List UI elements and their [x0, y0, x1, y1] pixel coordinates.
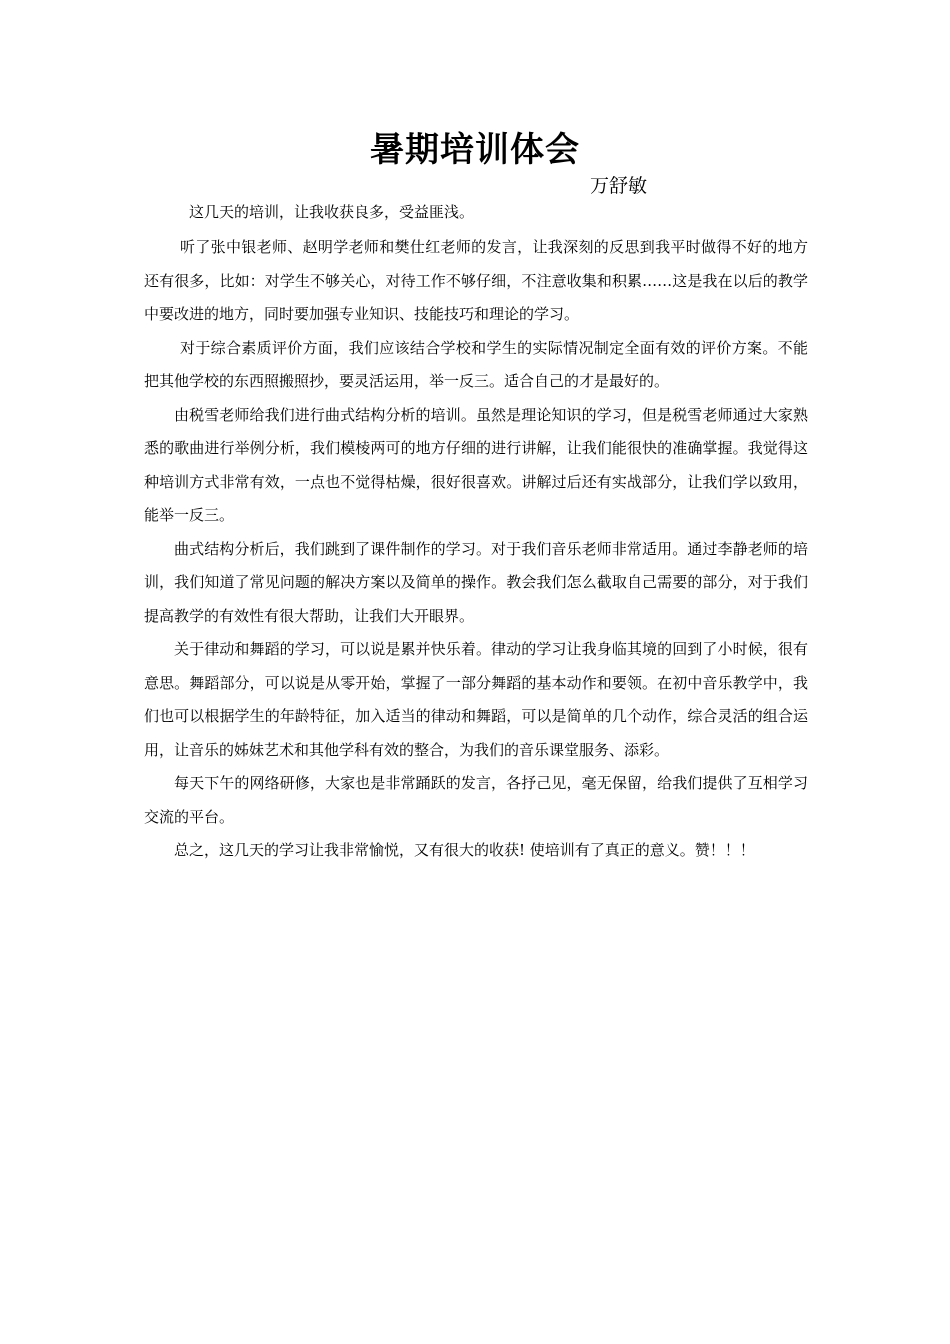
paragraph-1: 这几天的培训，让我收获良多，受益匪浅。 — [189, 203, 475, 221]
document-body — [144, 197, 808, 868]
document-title: 暑期培训体会 — [370, 130, 580, 170]
paragraph-8: 总之，这几天的学习让我非常愉悦，又有很大的收获! 使培训有了真正的意义。赞！！！ — [174, 841, 755, 859]
paragraph-2: 听了张中银老师、赵明学老师和樊仕红老师的发言，让我深刻的反思到我平时做得不好的地方还有很多，比如：对学生不够关心，对待工作不够仔细，不注意收集和积累……这是我在以后的教学中要改进的地方，同时要加强专业知识、技能技巧和理论的学习。 — [144, 238, 808, 323]
paragraph-4: 由税雪老师给我们进行曲式结构分析的培训。虽然是理论知识的学习，但是税雪老师通过大家熟悉的歌曲进行举例分析，我们模棱两可的地方仔细的进行讲解，让我们能很快的准确掌握。我觉得这种培训方式非常有效，一点也不觉得枯燥，很好很喜欢。讲解过后还有实战部分，让我们学以致用，能举一反三。 — [144, 405, 808, 524]
paragraph-3: 对于综合素质评价方面，我们应该结合学校和学生的实际情况制定全面有效的评价方案。不能把其他学校的东西照搬照抄，要灵活运用，举一反三。适合自己的才是最好的。 — [144, 338, 808, 390]
paragraph-6: 关于律动和舞蹈的学习，可以说是累并快乐着。律动的学习让我身临其境的回到了小时候，很有意思。舞蹈部分，可以说是从零开始，掌握了一部分舞蹈的基本动作和要领。在初中音乐教学中，我们也可以根据学生的年龄特征，加入适当的律动和舞蹈，可以是简单的几个动作，综合灵活的组合运用，让音乐的姊妹艺术和其他学科有效的整合，为我们的音乐课堂服务、添彩。 — [144, 640, 808, 759]
paragraph-7: 每天下午的网络研修，大家也是非常踊跃的发言，各抒己见，毫无保留，给我们提供了互相学习交流的平台。 — [144, 774, 808, 826]
paragraph-5: 曲式结构分析后，我们跳到了课件制作的学习。对于我们音乐老师非常适用。通过李静老师的培训，我们知道了常见问题的解决方案以及简单的操作。教会我们怎么截取自己需要的部分，对于我们提高教学的有效性有很大帮助，让我们大开眼界。 — [144, 539, 808, 625]
document-author: 万舒敏 — [590, 175, 648, 197]
